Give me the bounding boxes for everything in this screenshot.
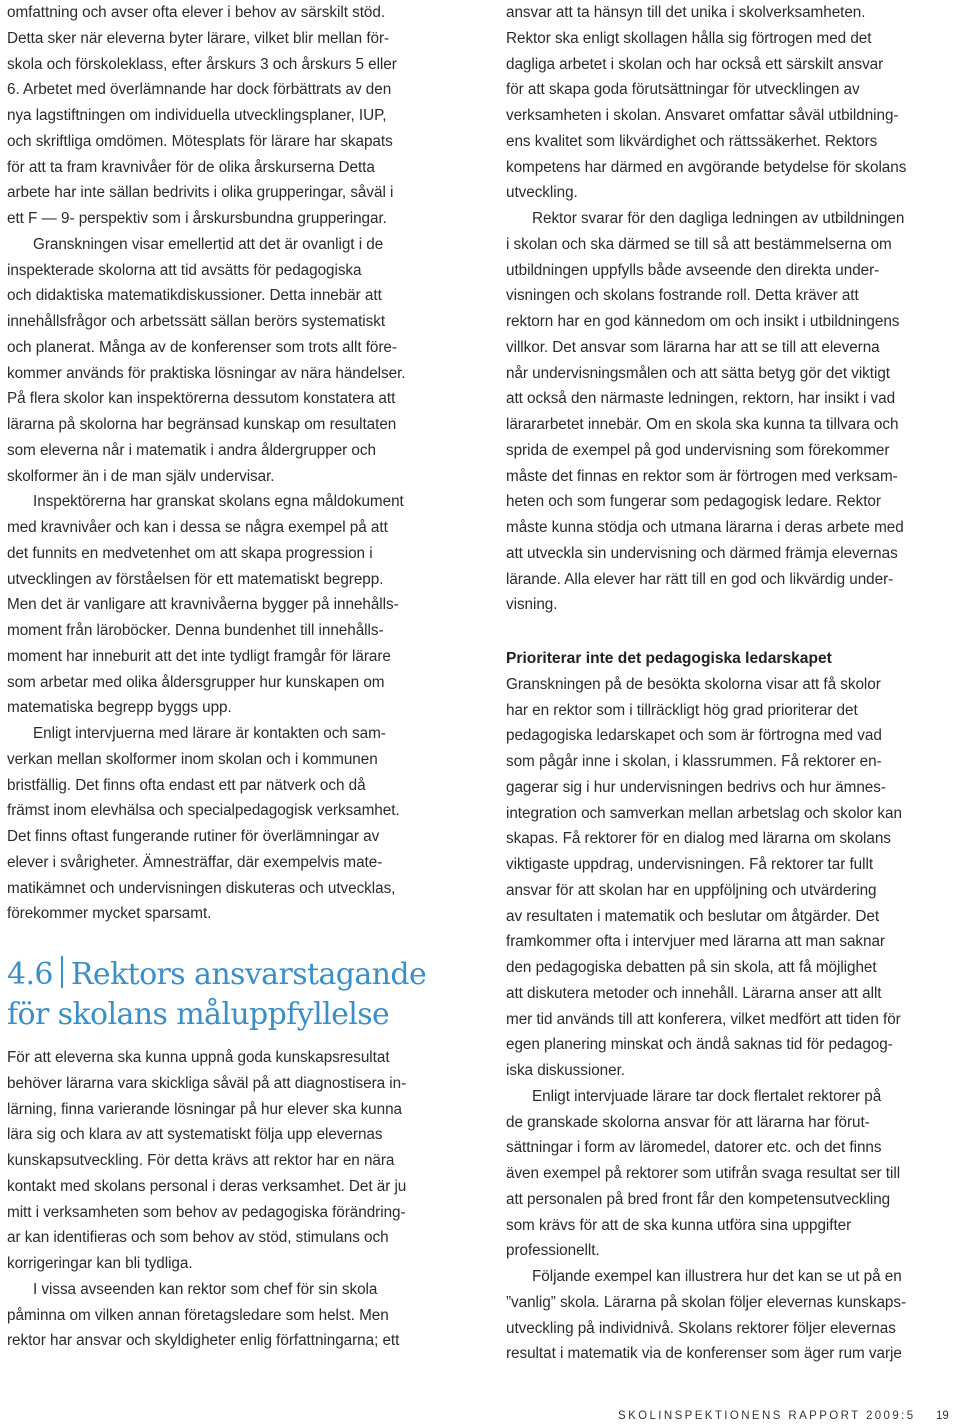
text-line: rektor har ansvar och skyldigheter enlig författningarna; ett (7, 1332, 400, 1350)
text-line: når undervisningsmålen och att sätta betyg gör det viktigt (506, 364, 890, 382)
text-line: som eleverna når i matematik i andra åldergrupper och (7, 441, 376, 459)
text-line: utveckling. (506, 184, 578, 202)
subheading: Prioriterar inte det pedagogiska ledarskapet (506, 650, 832, 667)
text-line: bristfällig. Det finns ofta endast ett par nätverk och då (7, 776, 366, 794)
text-line: påminna om vilken annan företagsledare som helst. Men (7, 1306, 389, 1324)
text-line: I vissa avseenden kan rektor som chef för sin skola (33, 1280, 378, 1298)
paragraph (7, 721, 453, 927)
text-line: iska diskussioner. (506, 1062, 625, 1079)
text-line: integration och samverkan mellan arbetslag och skolor kan (506, 804, 902, 822)
text-line: främst inom elevhälsa och specialpedagogisk verksamhet. (7, 802, 400, 820)
section-title-line1: Rektors ansvarstagande (70, 957, 427, 992)
paragraph (7, 0, 453, 232)
text-line: elever i svårigheter. Ämnesträffar, där exempelvis mate- (7, 853, 383, 871)
text-line: ar kan identifieras och som behov av stöd, stimulans och (7, 1229, 389, 1247)
text-line: behöver lärarna vara skickliga såväl på att diagnostisera in- (7, 1074, 407, 1092)
text-line: visning. (506, 596, 558, 614)
text-line: matematiska begrepp byggs upp. (7, 699, 232, 717)
text-line: verkan mellan skolformer inom skolan och i kommunen (7, 750, 378, 768)
page-number: 19 (936, 1410, 949, 1422)
text-line: ens kvalitet som likvärdighet och rättssäkerhet. Rektors (506, 132, 878, 150)
text-line: kunskapsutveckling. För detta krävs att rektor har en nära (7, 1152, 395, 1169)
text-line: pedagogiska ledarskapet och som är förtrogna med vad (506, 727, 882, 745)
text-line: Detta sker när eleverna byter lärare, vilket blir mellan för- (7, 29, 390, 47)
text-line: kommer används för praktiska lösningar av nära händelser. (7, 364, 406, 382)
text-line: mer tid används till att konferera, vilket medfört att tiden för (506, 1010, 901, 1028)
text-line: de granskade skolorna ansvar för att lärarna har förut- (506, 1113, 870, 1131)
text-line: På flera skolor kan inspektörerna dessutom konstatera att (7, 390, 396, 408)
footer-publication: SKOLINSPEKTIONENS RAPPORT 2009:5 (618, 1410, 916, 1422)
paragraph (506, 0, 956, 206)
text-line: resultat i matematik via de konferenser som äger rum varje (506, 1345, 902, 1363)
text-line: skolformer än i de man själv undervisar. (7, 467, 275, 485)
text-line: även exempel på rektorer som utifrån svaga resultat ser till (506, 1165, 901, 1182)
text-line: gagerar sig i hur undervisningen bedrivs och hur ämnes- (506, 778, 886, 796)
text-line: rektorn har en god kännedom om och insikt i utbildningens (506, 313, 900, 330)
text-line: nya lagstiftningen om individuella utvecklingsplaner, IUP, (7, 107, 387, 124)
text-line: Följande exempel kan illustrera hur det kan se ut på en (532, 1268, 902, 1285)
text-line: villkor. Det ansvar som lärarna har att se till att eleverna (506, 338, 880, 356)
text-line: Rektor svarar för den dagliga ledningen av utbildningen (532, 210, 905, 227)
text-line: Enligt intervjuade lärare tar dock flertalet rektorer på (532, 1087, 882, 1105)
text-line: förekommer mycket sparsamt. (7, 905, 212, 923)
text-line: skola och förskoleklass, efter årskurs 3 och årskurs 5 eller (7, 55, 397, 73)
text-line: kontakt med skolans personal i deras verksamhet. Det är ju (7, 1177, 407, 1195)
text-line: utbildningen uppfylls både avseende den direkta under- (506, 261, 880, 279)
text-line: i skolan och ska därmed se till så att bestämmelserna om (506, 235, 892, 253)
section-heading (7, 955, 453, 995)
text-line: ansvar för att skolan har en uppföljning och utvärdering (506, 881, 877, 899)
paragraph (506, 206, 956, 618)
text-line: lärararbetet innebär. Om en skola ska kunna ta tillvara och (506, 416, 899, 433)
text-line: lärande. Alla elever har rätt till en god och likvärdig under- (506, 570, 894, 588)
text-line: har en rektor som i tillräckligt hög grad prioriterar det (506, 701, 858, 719)
text-line: sprida de exempel på god undervisning som förekommer (506, 441, 890, 459)
text-line: utvecklingen av förståelsen för ett matematiskt begrepp. (7, 570, 384, 588)
text-line: verksamheten i skolan. Ansvaret omfattar såväl utbildning- (506, 107, 899, 124)
section-number: 4.6 (7, 957, 53, 992)
text-line: omfattning och avser ofta elever i behov av särskilt stöd. (7, 4, 386, 21)
text-line: framkommer ofta i intervjuer med lärarna att man saknar (506, 933, 885, 951)
text-line: att diskutera metoder och innehåll. Lärarna anser att allt (506, 984, 882, 1002)
text-line: korrigeringar kan bli tydliga. (7, 1255, 193, 1272)
text-line: kompetens har därmed en avgörande betydelse för skolans (506, 158, 907, 176)
text-line: lärning, finna varierande lösningar på hur elever ska kunna (7, 1100, 403, 1118)
text-line: skapas. Få rektorer för en dialog med lärarna om skolans (506, 830, 891, 848)
text-line: av resultaten i matematik och beslutar om åtgärder. Det (506, 907, 880, 925)
left-column (7, 0, 453, 1354)
text-line: att också den närmaste ledningen, rektorn, har insikt i vad (506, 390, 896, 408)
text-line: innehållsfrågor och arbetssätt sällan berörs systematiskt (7, 313, 386, 330)
text-line: måste det finnas en rektor som är förtrogen med verksam- (506, 467, 898, 485)
paragraph (7, 232, 453, 490)
text-line: moment har inneburit att det inte tydligt framgår för lärare (7, 647, 391, 665)
heading-divider (61, 956, 63, 988)
text-line: Det finns oftast fungerande rutiner för överlämningar av (7, 828, 380, 845)
text-line: att utveckla sin undervisning och därmed främja elevernas (506, 544, 898, 562)
text-line: matikämnet och undervisningen diskuteras och utvecklas, (7, 879, 396, 897)
text-line: arbete har inte sällan bedrivits i olika grupperingar, såväl i (7, 184, 394, 202)
text-line: professionellt. (506, 1242, 600, 1260)
text-line: måste kunna stödja och utmana lärarna i deras arbete med (506, 519, 904, 536)
paragraph (7, 489, 453, 721)
text-line: som pågår inne i skolan, i klassrummen. Få rektorer en- (506, 753, 882, 770)
text-line: det funnits en medvetenhet om att skapa progression i (7, 544, 373, 562)
text-line: dagliga arbetet i skolan och har också ett särskilt ansvar (506, 55, 884, 73)
text-line: för att skapa goda förutsättningar för utvecklingen av (506, 81, 860, 99)
text-line: och didaktiska matematikdiskussioner. Detta innebär att (7, 287, 382, 305)
text-line: Enligt intervjuerna med lärare är kontakten och sam- (33, 725, 386, 742)
text-line: viktigaste uppdrag, undervisningen. Få rektorer tar fullt (506, 856, 874, 873)
right-column (506, 0, 956, 1367)
paragraph (7, 1277, 453, 1354)
text-line: lärarna på skolorna har begränsad kunskap om resultaten (7, 416, 397, 433)
text-line: den pedagogiska debatten på sin skola, att få möjlighet (506, 959, 877, 976)
text-line: Rektor ska enligt skollagen hålla sig förtrogen med det (506, 29, 872, 47)
paragraph (506, 1264, 956, 1367)
text-line: som krävs för att de ska kunna utföra sina uppgifter (506, 1216, 852, 1234)
text-line: sättningar i form av läromedel, datorer etc. och det finns (506, 1139, 882, 1157)
paragraph (506, 1084, 956, 1264)
section-title-line2: för skolans måluppfyllelse (7, 997, 390, 1032)
text-line: och skriftliga omdömen. Mötesplats för lärare har skapats (7, 132, 393, 150)
text-line: och planerat. Många av de konferenser som trots allt före- (7, 338, 397, 356)
text-line: Men det är vanligare att kravnivåerna bygger på innehålls- (7, 596, 399, 614)
text-line: För att eleverna ska kunna uppnå goda kunskapsresultat (7, 1049, 390, 1066)
text-line: visningen och skolans fostrande roll. Detta kräver att (506, 287, 859, 305)
paragraph (506, 672, 956, 1084)
text-line: ett F — 9- perspektiv som i årskursbundna grupperingar. (7, 210, 387, 227)
text-line: som arbetar med olika åldersgrupper hur kunskapen om (7, 673, 385, 691)
text-line: utveckling på individnivå. Skolans rektorer följer elevernas (506, 1319, 896, 1337)
text-line: ansvar att ta hänsyn till det unika i skolverksamheten. (506, 4, 866, 21)
paragraph (7, 1045, 453, 1277)
text-line: Inspektörerna har granskat skolans egna måldokument (33, 493, 404, 511)
text-line: Granskningen på de besökta skolorna visar att få skolor (506, 675, 881, 693)
text-line: för att ta fram kravnivåer för de olika årskurserna Detta (7, 158, 375, 176)
text-line: med kravnivåer och kan i dessa se några exempel på att (7, 519, 388, 536)
text-line: inspekterade skolorna att tid avsätts för pedagogiska (7, 261, 362, 279)
text-line: mitt i verksamheten som behov av pedagogiska förändring- (7, 1203, 406, 1221)
text-line: egen planering minskat och ändå saknas tid för pedagog- (506, 1036, 893, 1054)
text-line: att personalen på bred front får den kompetensutveckling (506, 1190, 891, 1208)
text-line: moment från läroböcker. Denna bundenhet till innehålls- (7, 622, 384, 639)
text-line: heten och som fungerar som pedagogisk ledare. Rektor (506, 493, 881, 511)
text-line: 6. Arbetet med överlämnande har dock förbättrats av den (7, 81, 392, 99)
text-line: ”vanlig” skola. Lärarna på skolan följer elevernas kunskaps- (506, 1293, 907, 1311)
text-line: lära sig och klara av att systematiskt följa upp elevernas (7, 1126, 383, 1144)
text-line: Granskningen visar emellertid att det är ovanligt i de (33, 235, 384, 253)
